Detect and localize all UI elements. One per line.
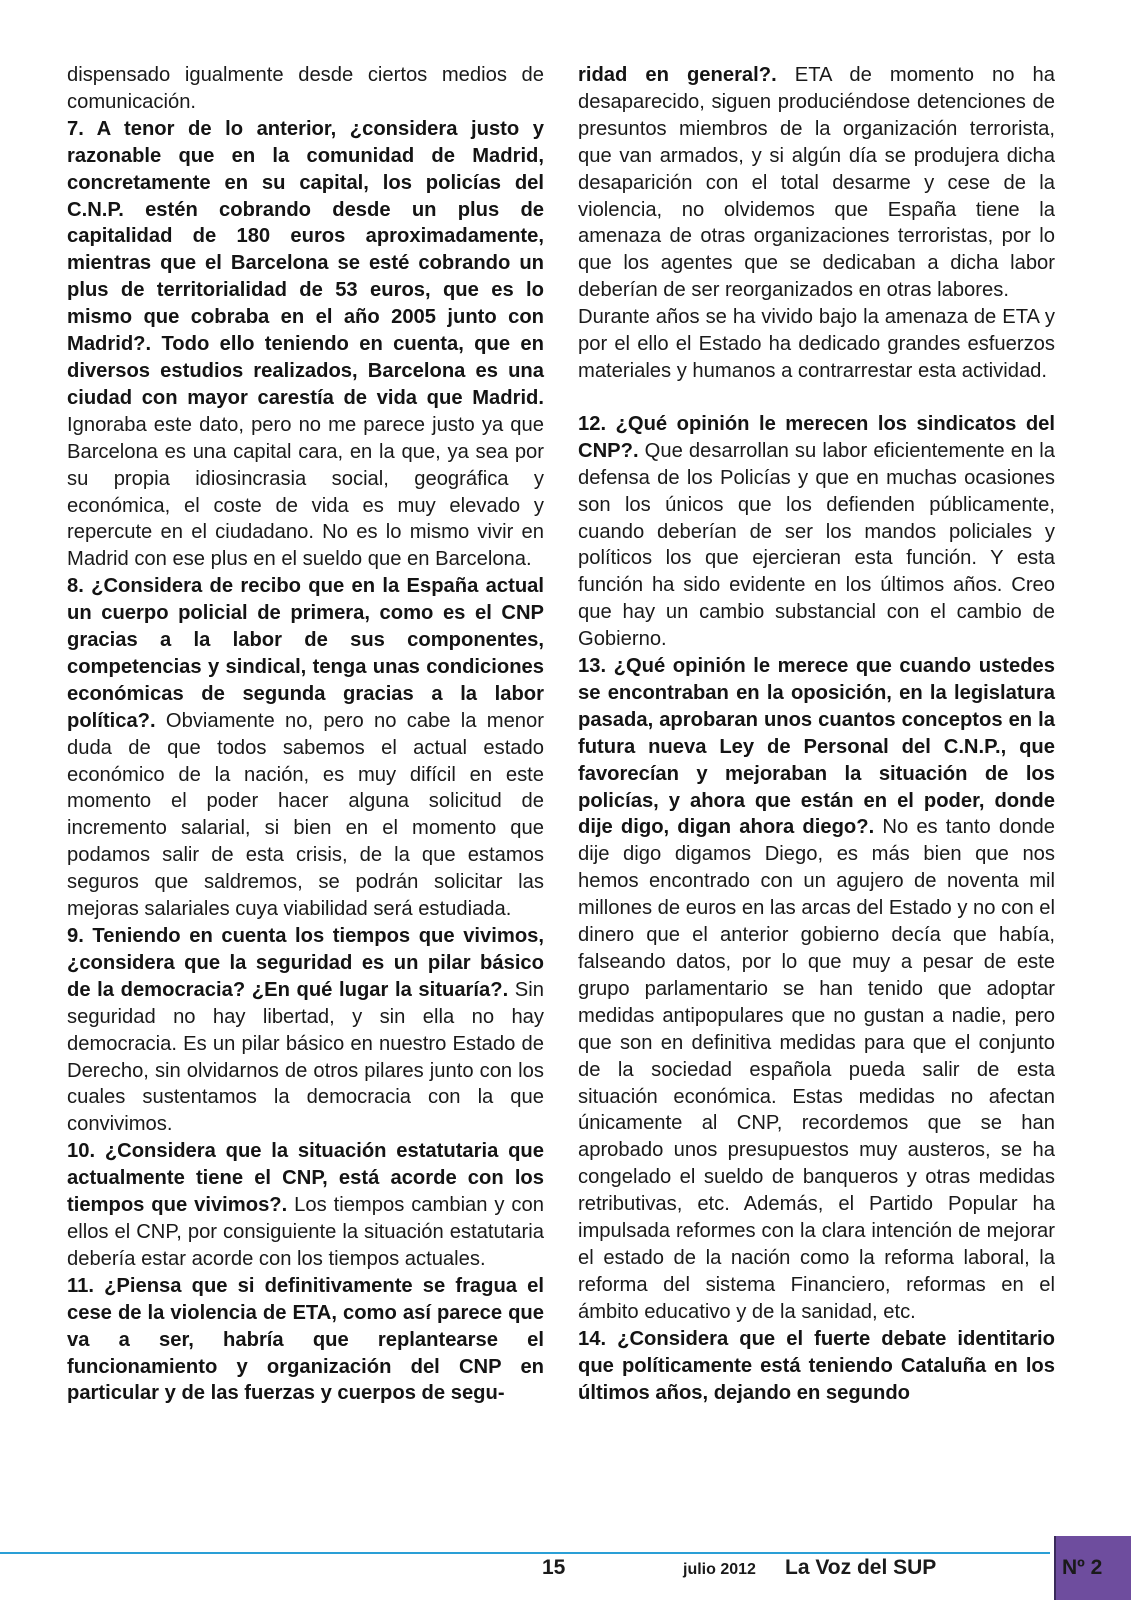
answer-text: Obviamente no, pero no cabe la menor duda de que todos sabemos el actual estado económico de la nación, es muy difícil en este momento el poder hacer alguna solicitud de incremento salarial, si bien en el momento que podamos salir de esta crisis, de la que estamos seguros que saldremos, se podrán solicitar las mejoras salariales cuya viabilidad será estudiada.: [67, 709, 544, 921]
question-text: 10. ¿Considera que la situación estatutaria que actualmente tiene el CNP, está acorde con los tiempos que vivimos?.: [67, 1140, 544, 1217]
answer-text: No es tanto donde dije digo digamos Diego, es más bien que nos hemos encontrado con un agujero de noventa mil millones de euros en las arcas del Estado y no con el dinero que el anterior gobierno decía que había, falseando datos, por lo que muy a pesar de este grupo parlamentario se han tenido que adoptar medidas antipopulares que no gustan a nadie, pero que son en definitiva medidas para que el conjunto de la sociedad española pueda salir de esta situación económica. Estas medidas no afectan únicamente al CNP, recordemos que se han aprobado unos presupuestos muy austeros, se ha congelado el sueldo de banqueros y otras medidas retributivas, etc. Además, el Partido Popular ha impulsada reformes con la clara intención de mejorar el estado de la nación como la reforma laboral, la reforma del sistema Financiero, reformas en el ámbito educativo y de la sanidad, etc.: [578, 816, 1055, 1323]
question-text: 7. A tenor de lo anterior, ¿considera justo y razonable que en la comunidad de Madrid, concretamente en su capital, los policías del C.N.P. estén cobrando desde un plus de capitalidad de 180 euros aproximadamente, mientras que el Barcelona se esté cobrando un plus de territorialidad de 53 euros, que es lo mismo que cobraba en el año 2005 junto con Madrid?. Todo ello teniendo en cuenta, que en diversos estudios realizados, Barcelona es una ciudad con mayor carestía de vida que Madrid.: [67, 117, 544, 409]
page-number: 15: [542, 1556, 566, 1579]
question-text: 14. ¿Considera que el fuerte debate identitario que políticamente está teniendo Cataluña en los últimos años, dejando en segundo: [578, 1327, 1055, 1404]
paragraph: [578, 304, 1055, 385]
paragraph: [578, 1326, 1055, 1407]
right-column: [578, 62, 1055, 1406]
issue-date: julio 2012: [683, 1561, 756, 1578]
question-text: ridad en general?.: [578, 64, 777, 86]
answer-text: Que desarrollan su labor eficientemente en la defensa de los Policías y que en muchas ocasiones son los únicos que los defienden públicamente, cuando deberían de ser los mandos policiales y políticos los que ejercieran esta función. Y esta función ha sido evidente en los últimos años. Creo que hay un cambio substancial con el cambio de Gobierno.: [578, 439, 1055, 651]
issue-number: Nº 2: [1062, 1556, 1103, 1579]
paragraph: [67, 923, 544, 1138]
question-text: 8. ¿Considera de recibo que en la España actual un cuerpo policial de primera, como es el CNP gracias a la labor de sus componentes, competencias y sindical, tenga unas condiciones económicas de segunda gracias a la labor política?.: [67, 575, 544, 732]
paragraph: [578, 62, 1055, 304]
paragraph: [578, 411, 1055, 653]
paragraph: [67, 1138, 544, 1273]
question-text: 13. ¿Qué opinión le merece que cuando ustedes se encontraban en la oposición, en la legislatura pasada, aprobaran unos cuantos conceptos en la futura nueva Ley de Personal del C.N.P., que favorecían y mejoraban la situación de los policías, y ahora que están en el poder, donde dije digo, digan ahora diego?.: [578, 655, 1055, 839]
answer-text: dispensado igualmente desde ciertos medios de comunicación.: [67, 64, 544, 113]
footer-rule: [0, 1552, 1050, 1554]
answer-text: ETA de momento no ha desaparecido, siguen produciéndose detenciones de presuntos miembros de la organización terrorista, que van armados, y si algún día se produjera dicha desaparición con el total desarme y cese de la violencia, no olvidemos que España tiene la amenaza de otras organizaciones terroristas, por lo que los agentes que se dedicaban a dicha labor deberían de ser reorganizados en otras labores.: [578, 64, 1055, 302]
answer-text: Los tiempos cambian y con ellos el CNP, por consiguiente la situación estatutaria debería estar acorde con los tiempos actuales.: [67, 1194, 544, 1270]
answer-text: Ignoraba este dato, pero no me parece justo ya que Barcelona es una capital cara, en la que, ya sea por su propia idiosincrasia social, geográfica y económica, el coste de vida es muy elevado y repercute en el ciudadano. No es lo mismo vivir en Madrid con ese plus en el sueldo que en Barcelona.: [67, 413, 544, 571]
question-text: 12. ¿Qué opinión le merecen los sindicatos del CNP?.: [578, 412, 1055, 462]
paragraph: [67, 116, 544, 573]
question-text: 9. Teniendo en cuenta los tiempos que vivimos, ¿considera que la seguridad es un pilar básico de la democracia? ¿En qué lugar la situaría?.: [67, 925, 544, 1001]
answer-text: Durante años se ha vivido bajo la amenaza de ETA y por el ello el Estado ha dedicado grandes esfuerzos materiales y humanos a contrarrestar esta actividad.: [578, 306, 1055, 382]
left-column: [67, 62, 544, 1407]
paragraph: [578, 653, 1055, 1326]
paragraph: [67, 1273, 544, 1408]
paragraph: [67, 573, 544, 923]
magazine-title: La Voz del SUP: [785, 1556, 937, 1579]
question-text: 11. ¿Piensa que si definitivamente se fragua el cese de la violencia de ETA, como así parece que va a ser, habría que replantearse el funcionamiento y organización del CNP en particular y de las fuerzas y cuerpos de segu-: [67, 1274, 544, 1405]
answer-text: Sin seguridad no hay libertad, y sin ella no hay democracia. Es un pilar básico en nuestro Estado de Derecho, sin olvidarnos de otros pilares junto con los cuales sustentamos la democracia con la que convivimos.: [67, 978, 544, 1136]
paragraph: [67, 62, 544, 116]
